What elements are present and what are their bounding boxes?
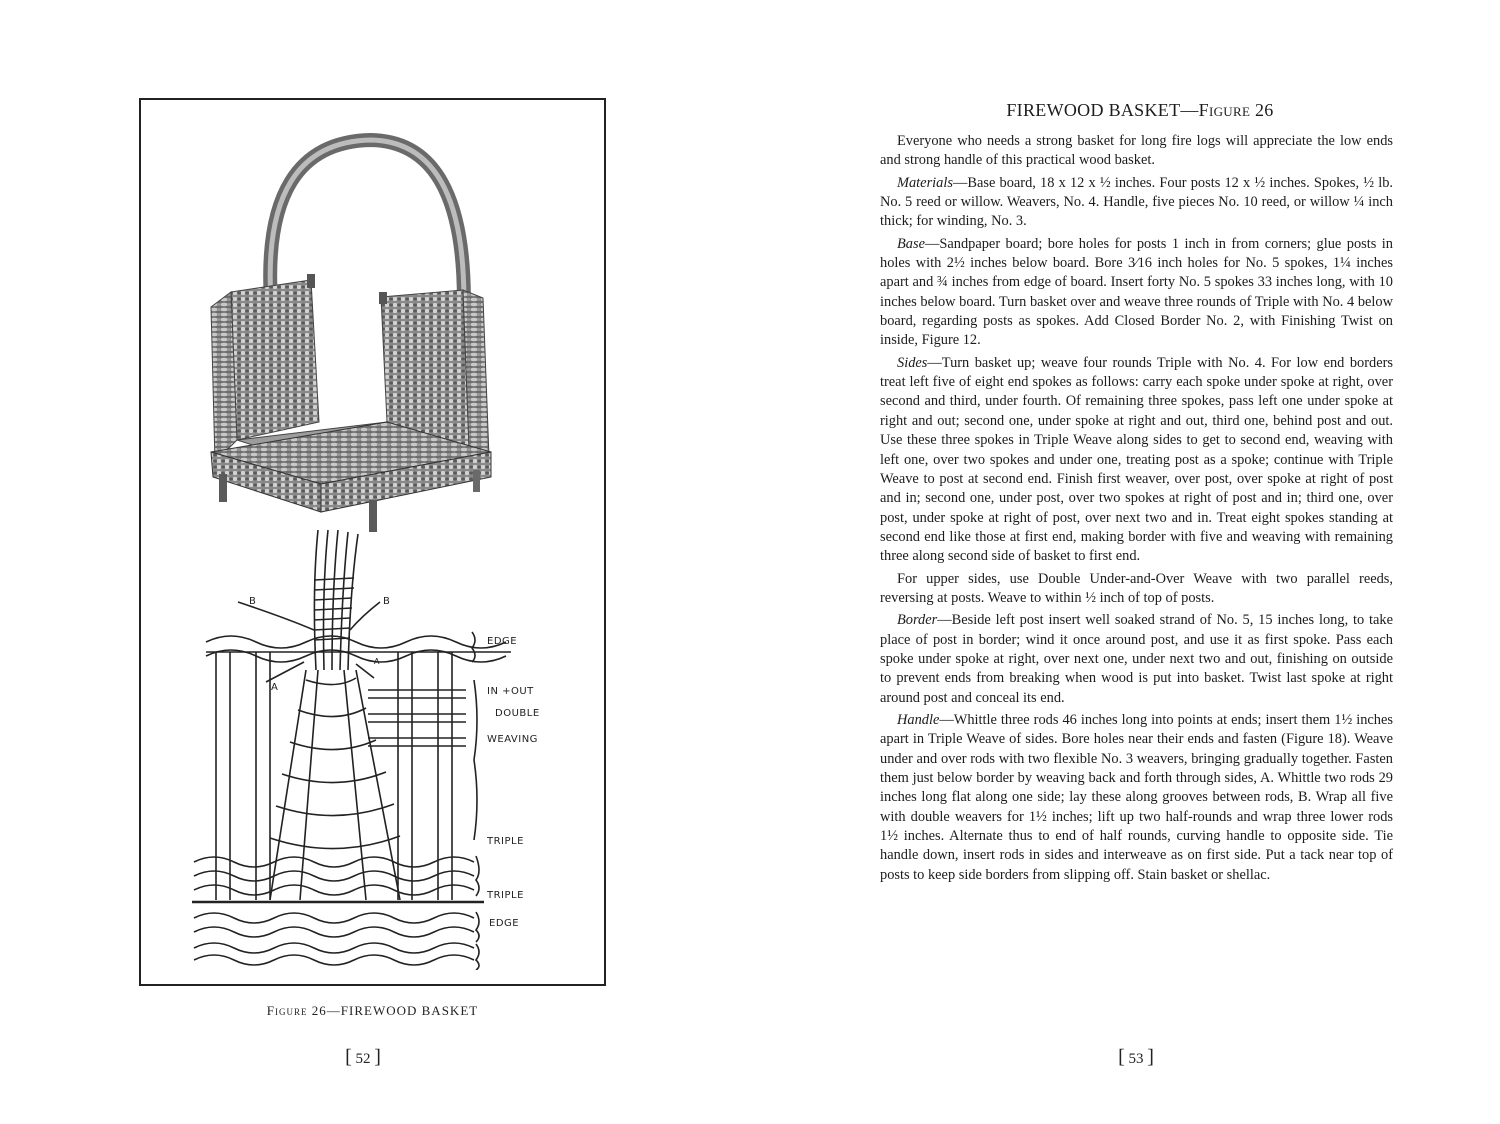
instructions-body	[880, 132, 1393, 888]
wicker-firewood-basket-photo	[201, 122, 541, 542]
paragraph-sides	[880, 354, 1393, 567]
page-title	[880, 100, 1400, 121]
label-b-left: B	[249, 596, 257, 607]
page-number-right	[1096, 1046, 1176, 1069]
text-base: —Sandpaper board; bore holes for posts 1 inch in from corners; glue posts in holes with 2½ inches below board. Bore 3⁄16 inch holes for No. 5 spokes, 1¼ inches apart and ¾ inches from edge of board. Insert forty No. 5 spokes 33 inches long, with 10 inches below board. Turn basket over and weave three rounds of Triple with No. 4 below board, regarding posts as spokes. Add Closed Border No. 2, with Finishing Twist on inside, Figure 12.	[880, 235, 1393, 349]
figure-caption	[139, 1003, 606, 1019]
label-a-right: A	[374, 657, 380, 666]
page-number-left	[323, 1046, 403, 1069]
bracket-open-left: [	[345, 1046, 352, 1068]
figure-frame	[139, 98, 606, 986]
intro-text: Everyone who needs a strong basket for long fire logs will appreciate the low ends and strong handle of this practical wood basket.	[880, 133, 1393, 169]
paragraph-border	[880, 611, 1393, 708]
lead-border: Border	[897, 612, 938, 629]
label-edge-bottom: EDGE	[489, 918, 520, 929]
intro-paragraph	[880, 132, 1393, 171]
caption-prefix: Figure 26	[266, 1003, 327, 1018]
folio-number-right: 53	[1128, 1051, 1144, 1067]
label-b-right: B	[383, 596, 391, 607]
paragraph-base	[880, 235, 1393, 351]
label-weaving: WEAVING	[487, 734, 538, 745]
title-figure: Figure 26	[1198, 100, 1274, 120]
paragraph-upper-sides	[880, 570, 1393, 609]
lead-materials: Materials	[897, 174, 953, 191]
text-upper-sides: For upper sides, use Double Under-and-Over Weave with two parallel reeds, reversing at posts. Weave to within ½ inch of top of posts.	[880, 570, 1393, 606]
text-sides: —Turn basket up; weave four rounds Triple with No. 4. For low end borders treat left five of eight end spokes as follows: carry each spoke under spoke at right, over second and third, under fourth. Of remaining three spokes, pass left one under spoke at right and out; second one, under spoke at right and out, third one, behind post and out. Use these three spokes in Triple Weave along sides to get to second end, weaving with left one, over two spokes and under one, treating post as a spoke; continue with Triple Weave to post at second end. Finish first weaver, over post, over spoke at right of post and in; second one, under post, over two spokes at right of post and in; third one, over post, under spoke at right of post, over next two and in. Treat eight spokes standing at second end like those at first end, making border with five and weaving with remaining three along second side of basket to first end.	[880, 354, 1393, 565]
folio-number-left: 52	[355, 1051, 371, 1067]
label-in-out: IN +OUT	[487, 686, 534, 697]
label-a-left: A	[271, 682, 279, 693]
caption-text: —FIREWOOD BASKET	[326, 1003, 479, 1018]
lead-handle: Handle	[897, 711, 940, 728]
paragraph-materials	[880, 174, 1393, 232]
bracket-close-right: ]	[1147, 1046, 1154, 1068]
bracket-open-right: [	[1118, 1046, 1125, 1068]
text-border: —Beside left post insert well soaked strand of No. 5, 15 inches long, to take place of post in border; wind it once around post, and use it as first spoke. Pass each spoke under spoke at right, over next one, under next two and out, finishing on outside to prevent ends from breaking when wood is put into basket. Twist last spoke at right around post and conceal its end.	[880, 612, 1393, 706]
lead-base: Base	[897, 235, 925, 252]
text-materials: —Base board, 18 x 12 x ½ inches. Four posts 12 x ½ inches. Spokes, ½ lb. No. 5 reed or willow. Weavers, No. 4. Handle, five pieces No. 10 reed, or willow ¼ inch thick; for winding, No. 3.	[880, 174, 1393, 230]
lead-sides: Sides	[897, 354, 928, 371]
bracket-close-left: ]	[374, 1046, 381, 1068]
paragraph-handle	[880, 711, 1393, 885]
label-triple-2: TRIPLE	[487, 890, 524, 901]
label-edge-top: EDGE	[487, 636, 518, 647]
title-main: FIREWOOD BASKET—	[1006, 100, 1199, 120]
text-handle: —Whittle three rods 46 inches long into points at ends; insert them 1½ inches apart in Triple Weave of sides. Bore holes near their ends and fasten (Figure 18). Weave under and over rods with two flexible No. 3 weavers, bringing gradually together. Fasten them just below border by weaving back and forth through sides, A. Whittle two rods 29 inches long flat along one side; lay these along grooves between rods, B. Wrap all five with double weavers for 1½ inches; lift up two half-rounds and wrap three lower rods 1½ inches. Alternate thus to end of half rounds, curving handle to opposite side. Tie handle down, insert rods in sides and interweave as on first side. Put a tack near top of posts to keep side borders from slipping off. Stain basket or shellac.	[880, 711, 1393, 883]
label-double: DOUBLE	[495, 708, 540, 719]
label-triple-1: TRIPLE	[487, 836, 524, 847]
